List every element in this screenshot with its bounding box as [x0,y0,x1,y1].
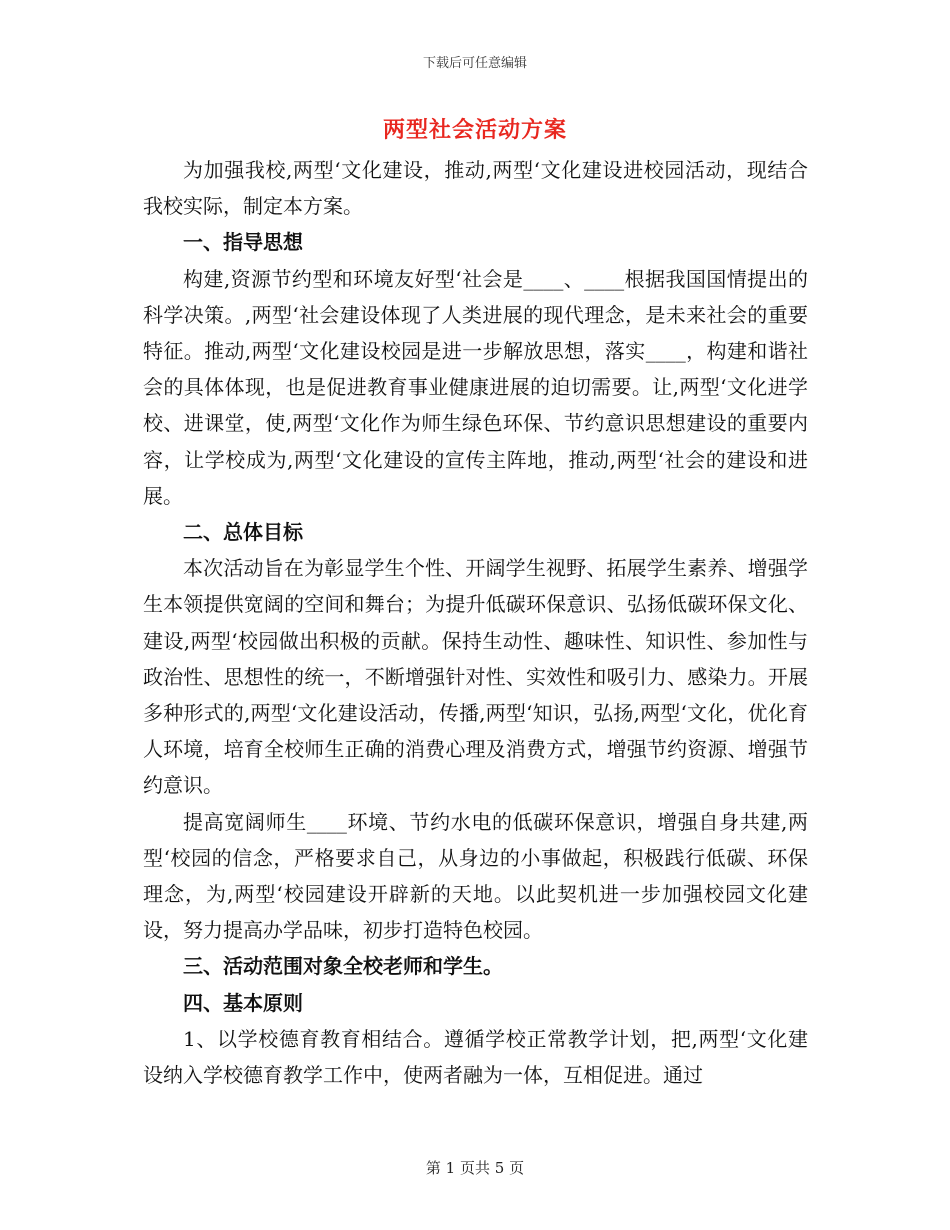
document-title: 两型社会活动方案 [382,117,567,143]
intro-paragraph: 为加强我校,两型‘文化建设，推动,两型‘文化建设进校园活动，现结合我校实际，制定本方案。 [143,158,808,219]
section-heading-activity-scope: 三、活动范围对象全校老师和学生。 [183,954,503,979]
section-heading-guiding-ideology: 一、指导思想 [183,230,303,255]
page-indicator: 第 1 页共 5 页 [425,1159,525,1177]
basic-principles-paragraph: 1、以学校德育教育相结合。遵循学校正常教学计划，把,两型‘文化建设纳入学校德育教学工作中，使两者融为一体，互相促进。通过 [143,1026,808,1088]
guiding-ideology-paragraph: 构建,资源节约型和环境友好型‘社会是____、____根据我国国情提出的科学决策。,两型‘社会建设体现了人类进展的现代理念，是未来社会的重要特征。推动,两型‘文化建设校园是进一步解放思想，落实____，构建和谐社会的具体体现，也是促进教育事业健康进展的迫切需要。让,两型‘文化进学校、进课堂，使,两型‘文化作为师生绿色环保、节约意识思想建设的重要内容，让学校成为,两型‘文化建设的宣传主阵地，推动,两型‘社会的建设和进展。 [143,266,808,508]
overall-goal-paragraph-1: 本次活动旨在为彰显学生个性、开阔学生视野、拓展学生素养、增强学生本领提供宽阔的空间和舞台；为提升低碳环保意识、弘扬低碳环保文化、建设,两型‘校园做出积极的贡献。保持生动性、趣味性、知识性、参加性与政治性、思想性的统一，不断增强针对性、实效性和吸引力、感染力。开展多种形式的,两型‘文化建设活动，传播,两型‘知识，弘扬,两型‘文化，优化育人环境，培育全校师生正确的消费心理及消费方式，增强节约资源、增强节约意识。 [143,556,808,798]
document-body [143,152,808,1093]
section-heading-overall-goal: 二、总体目标 [183,520,303,545]
header-note: 下载后可任意编辑 [422,56,527,71]
overall-goal-paragraph-2: 提高宽阔师生____环境、节约水电的低碳环保意识，增强自身共建,两型‘校园的信念，严格要求自己，从身边的小事做起，积极践行低碳、环保理念，为,两型‘校园建设开辟新的天地。以此契机进一步加强校园文化建设，努力提高办学品味，初步打造特色校园。 [143,809,808,943]
section-heading-basic-principles: 四、基本原则 [183,990,303,1015]
